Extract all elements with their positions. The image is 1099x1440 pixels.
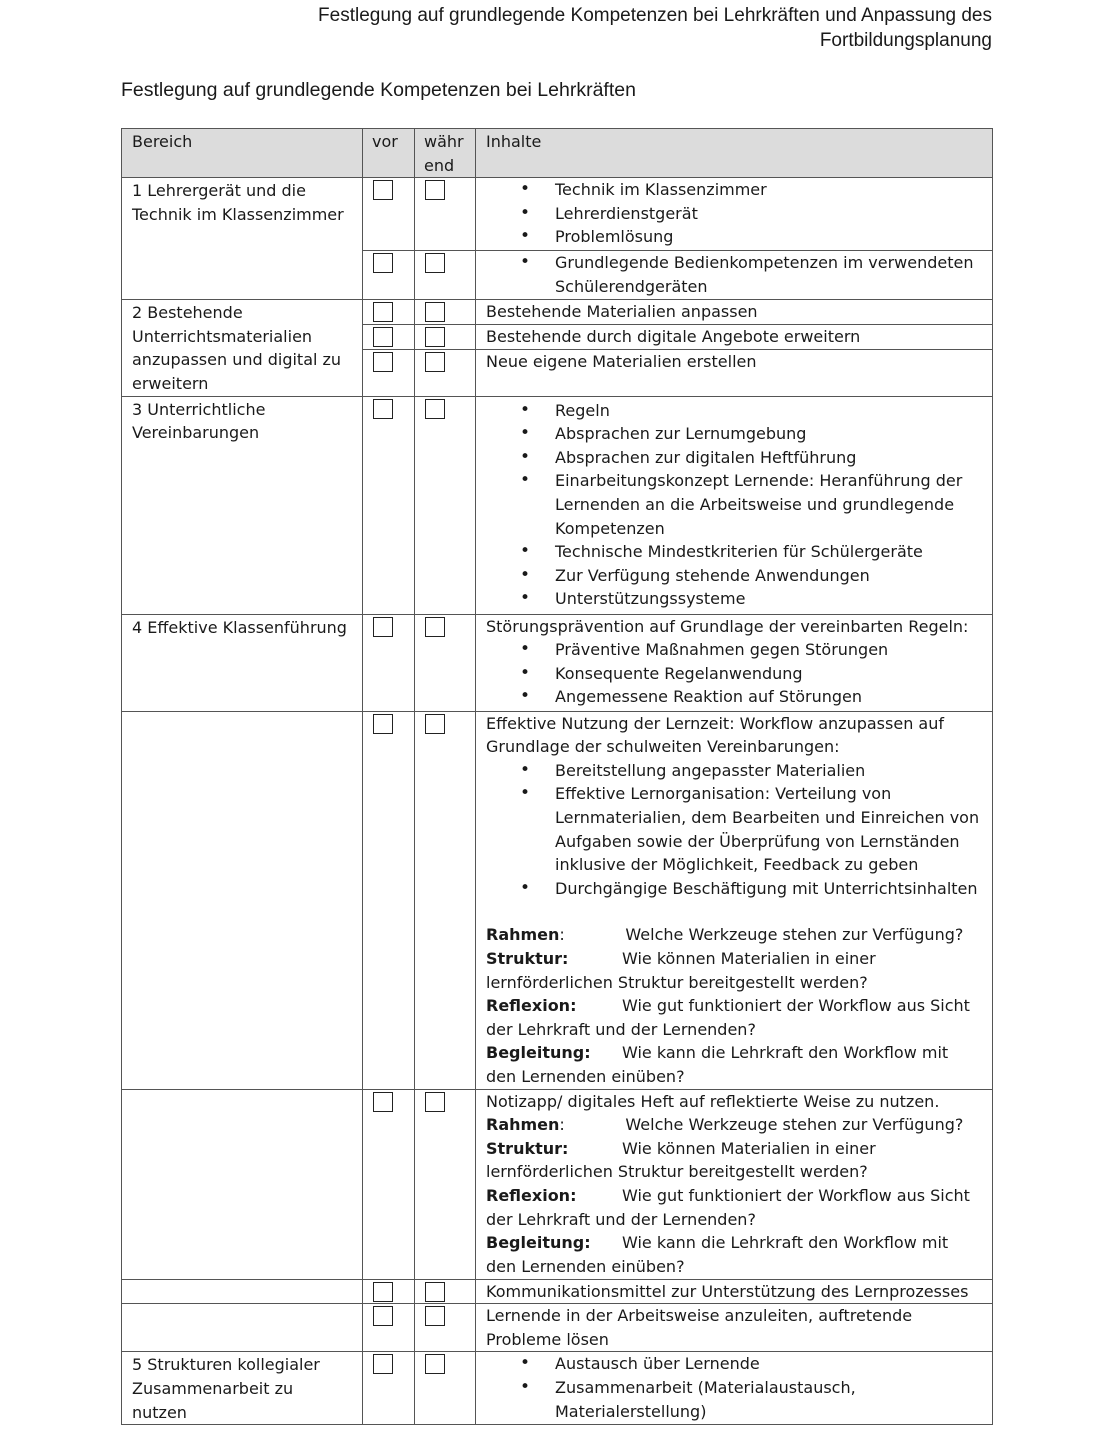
bereich-cell: 1 Lehrergerät und die Technik im Klassenzimmer	[122, 178, 363, 300]
checkbox-vor[interactable]	[373, 714, 393, 734]
list-item: • Austausch über Lernende	[486, 1352, 982, 1376]
table-row	[122, 1304, 993, 1352]
definition-struktur	[486, 1137, 982, 1184]
definition-term: Begleitung:	[486, 1233, 591, 1253]
definition-term: Begleitung:	[486, 1043, 591, 1063]
inhalte-cell: Neue eigene Materialien erstellen	[476, 350, 993, 396]
list-item: • Technische Mindestkriterien für Schülergeräte	[486, 540, 982, 564]
definition-begleitung	[486, 1041, 982, 1088]
definition-text: Welche Werkzeuge stehen zur Verfügung?	[625, 925, 964, 945]
definition-reflexion	[486, 1184, 982, 1231]
table-row	[122, 1089, 993, 1279]
checkbox-waehrend[interactable]	[425, 180, 445, 200]
list-item: • Bereitstellung angepasster Materialien	[486, 759, 982, 783]
list-item: • Absprachen zur Lernumgebung	[486, 422, 982, 446]
checkbox-waehrend[interactable]	[425, 302, 445, 322]
list-item: • Technik im Klassenzimmer	[486, 178, 982, 202]
definition-text: Wie kann die Lehrkraft den Workflow mit den Lernenden einüben?	[486, 1043, 949, 1086]
list-item: • Grundlegende Bedienkompetenzen im verwendeten Schülerendgeräten	[486, 251, 982, 298]
table-row	[122, 300, 993, 325]
checkbox-vor[interactable]	[373, 1282, 393, 1302]
header-line-1: Festlegung auf grundlegende Kompetenzen bei Lehrkräften und Anpassung des	[318, 5, 992, 26]
definition-begleitung	[486, 1231, 982, 1278]
checkbox-vor[interactable]	[373, 1354, 393, 1374]
header-waehrend: während	[415, 129, 476, 178]
definition-term: Rahmen	[486, 1115, 560, 1135]
checkbox-waehrend[interactable]	[425, 1282, 445, 1302]
checkbox-waehrend[interactable]	[425, 327, 445, 347]
checkbox-vor[interactable]	[373, 327, 393, 347]
checkbox-vor[interactable]	[373, 253, 393, 273]
inhalte-cell	[476, 711, 993, 1089]
definition-term: Reflexion:	[486, 1185, 577, 1205]
list-item: • Absprachen zur digitalen Heftführung	[486, 446, 982, 470]
list-item: • Zur Verfügung stehende Anwendungen	[486, 564, 982, 588]
definition-struktur	[486, 947, 982, 994]
inhalte-cell	[476, 251, 993, 300]
table-row	[122, 1352, 993, 1425]
header-vor: vor	[363, 129, 415, 178]
table-row	[122, 178, 993, 251]
header-bereich: Bereich	[122, 129, 363, 178]
inhalte-intro: Störungsprävention auf Grundlage der vereinbarten Regeln:	[486, 616, 969, 636]
checkbox-waehrend[interactable]	[425, 714, 445, 734]
bereich-cell-empty	[122, 711, 363, 1089]
table-header-row	[122, 129, 993, 178]
inhalte-intro: Effektive Nutzung der Lernzeit: Workflow anzupassen auf Grundlage der schulweiten Vereinbarungen:	[486, 713, 944, 757]
bereich-cell: 3 Unterrichtliche Vereinbarungen	[122, 396, 363, 614]
list-item: • Problemlösung	[486, 225, 982, 249]
inhalte-cell: Bestehende durch digitale Angebote erweitern	[476, 325, 993, 350]
checkbox-vor[interactable]	[373, 352, 393, 372]
definition-text: Wie gut funktioniert der Workflow aus Sicht der Lehrkraft und der Lernenden?	[486, 1185, 970, 1229]
inhalte-cell	[476, 396, 993, 614]
definition-text: Wie gut funktioniert der Workflow aus Sicht der Lehrkraft und der Lernenden?	[486, 996, 970, 1039]
inhalte-cell: Bestehende Materialien anpassen	[476, 300, 993, 325]
definition-text: Wie kann die Lehrkraft den Workflow mit den Lernenden einüben?	[486, 1233, 949, 1276]
checkbox-vor[interactable]	[373, 180, 393, 200]
checkbox-vor[interactable]	[373, 1306, 393, 1326]
checkbox-vor[interactable]	[373, 1092, 393, 1112]
table-row	[122, 614, 993, 711]
inhalte-cell	[476, 1352, 993, 1425]
bereich-cell: 4 Effektive Klassenführung	[122, 614, 363, 711]
list-item: • Lehrerdienstgerät	[486, 202, 982, 226]
checkbox-vor[interactable]	[373, 399, 393, 419]
list-item: • Angemessene Reaktion auf Störungen	[486, 685, 982, 709]
definition-text: Wie können Materialien in einer lernförderlichen Struktur bereitgestellt werden?	[486, 948, 876, 992]
section-title: Festlegung auf grundlegende Kompetenzen bei Lehrkräften	[121, 79, 636, 101]
bereich-cell: 5 Strukturen kollegialer Zusammenarbeit zu nutzen	[122, 1352, 363, 1425]
checkbox-waehrend[interactable]	[425, 352, 445, 372]
inhalte-cell: Kommunikationsmittel zur Unterstützung des Lernprozesses	[476, 1279, 993, 1304]
list-item: • Konsequente Regelanwendung	[486, 662, 982, 686]
checkbox-vor[interactable]	[373, 302, 393, 322]
list-item: • Einarbeitungskonzept Lernende: Heranführung der Lernenden an die Arbeitsweise und grundlegende Kompetenzen	[486, 469, 982, 540]
header-inhalte: Inhalte	[476, 129, 993, 178]
definition-term: Struktur:	[486, 948, 569, 968]
table-row	[122, 711, 993, 1089]
competency-table	[121, 128, 993, 1425]
definition-rahmen: Rahmen: Welche Werkzeuge stehen zur Verfügung?	[486, 1115, 964, 1135]
list-item: • Präventive Maßnahmen gegen Störungen	[486, 638, 982, 662]
checkbox-waehrend[interactable]	[425, 617, 445, 637]
definition-text: Welche Werkzeuge stehen zur Verfügung?	[625, 1115, 964, 1135]
checkbox-waehrend[interactable]	[425, 1306, 445, 1326]
inhalte-cell: Lernende in der Arbeitsweise anzuleiten, auftretende Probleme lösen	[476, 1304, 993, 1352]
table-row	[122, 1279, 993, 1304]
bereich-cell-empty	[122, 1279, 363, 1304]
definition-reflexion	[486, 994, 982, 1041]
table-row	[122, 396, 993, 614]
checkbox-waehrend[interactable]	[425, 1354, 445, 1374]
definition-rahmen: Rahmen: Welche Werkzeuge stehen zur Verfügung?	[486, 923, 982, 947]
bereich-cell: 2 Bestehende Unterrichtsmaterialien anzupassen und digital zu erweitern	[122, 300, 363, 396]
checkbox-vor[interactable]	[373, 617, 393, 637]
definition-list	[486, 923, 982, 1088]
definition-text: Wie können Materialien in einer lernförderlichen Struktur bereitgestellt werden?	[486, 1138, 876, 1182]
definition-list	[486, 1113, 982, 1278]
inhalte-cell	[476, 614, 993, 711]
checkbox-waehrend[interactable]	[425, 1092, 445, 1112]
bereich-cell-empty	[122, 1304, 363, 1352]
list-item: • Effektive Lernorganisation: Verteilung von Lernmaterialien, dem Bearbeiten und Einreichen von Aufgaben sowie der Überprüfung von Lernständen inklusive der Möglichkeit, Feedback zu geben	[486, 782, 982, 876]
list-item: • Regeln	[486, 399, 982, 423]
list-item: • Unterstützungssysteme	[486, 587, 982, 611]
definition-term: Rahmen	[486, 925, 560, 945]
bereich-cell-empty	[122, 1089, 363, 1279]
checkbox-waehrend[interactable]	[425, 399, 445, 419]
checkbox-waehrend[interactable]	[425, 253, 445, 273]
inhalte-cell	[476, 178, 993, 251]
header-line-2: Fortbildungsplanung	[819, 30, 992, 51]
list-item: • Durchgängige Beschäftigung mit Unterrichtsinhalten	[486, 877, 982, 901]
inhalte-intro: Notizapp/ digitales Heft auf reflektierte Weise zu nutzen.	[486, 1091, 940, 1111]
list-item: • Zusammenarbeit (Materialaustausch, Materialerstellung)	[486, 1376, 982, 1423]
definition-term: Struktur:	[486, 1138, 569, 1158]
document-header	[232, 3, 992, 53]
inhalte-cell	[476, 1089, 993, 1279]
definition-term: Reflexion:	[486, 996, 577, 1016]
